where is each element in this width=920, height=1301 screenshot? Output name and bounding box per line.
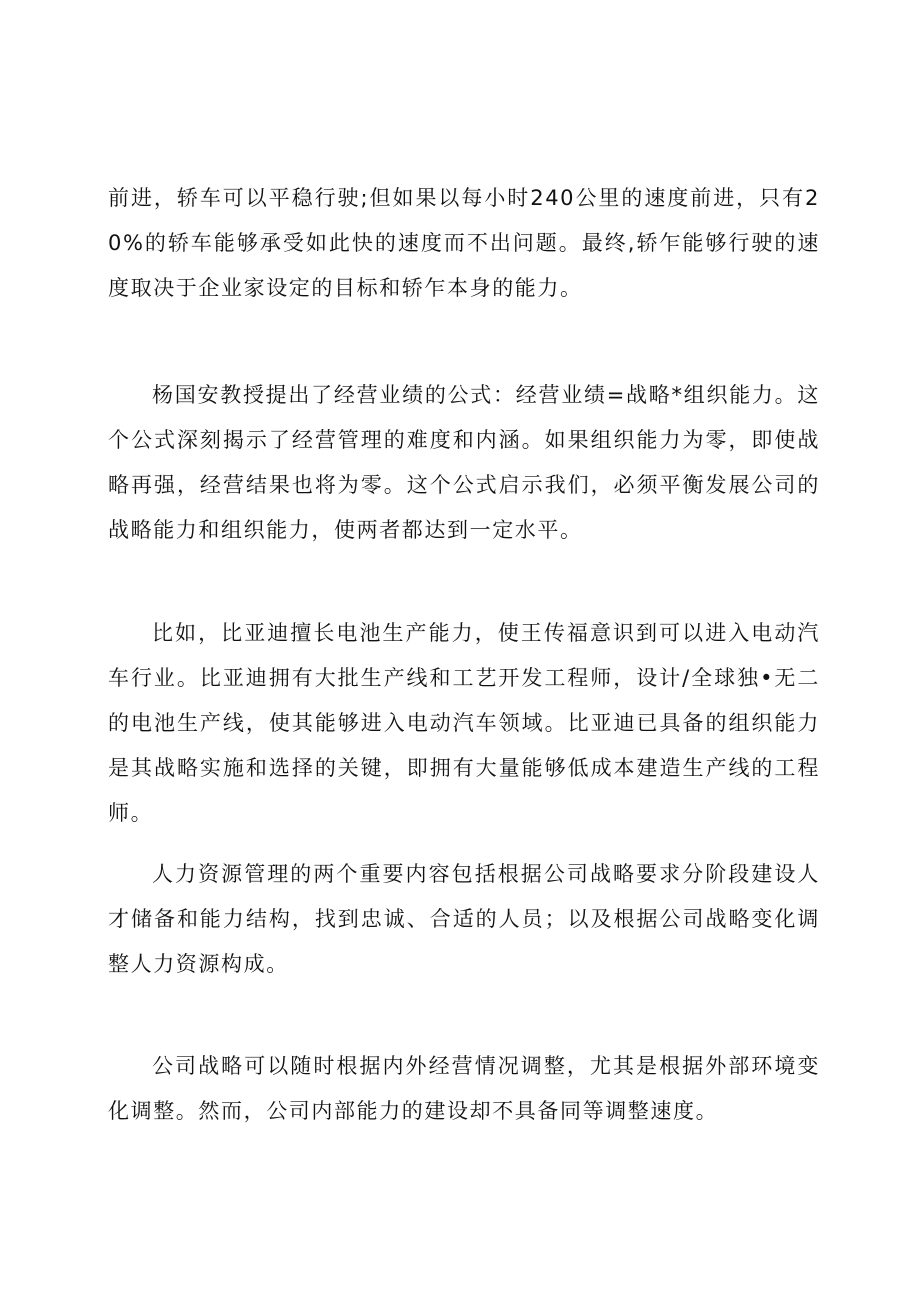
paragraph-1: 前进，轿车可以平稳行驶;但如果以每小时240公里的速度前进，只有20%的轿车能够承受如此快的速度而不出问题。最终,轿乍能够行驶的速度取决于企业家设定的目标和轿乍本身的能力。 — [108, 186, 820, 300]
paragraph-3: 比如，比亚迪擅长电池生产能力，使王传福意识到可以进入电动汽车行业。比亚迪拥有大批生产线和工艺开发工程师，设计/全球独•无二的电池生产线，使其能够进入电动汽车领域。比亚迪已具备的组织能力是其战略实施和选择的关键，即拥有大量能够低成本建造生产线的工程师。 — [108, 621, 820, 825]
paragraph-4: 人力资源管理的两个重要内容包括根据公司战略要求分阶段建设人才储备和能力结构，找到忠诚、合适的人员；以及根据公司战略变化调整人力资源构成。 — [108, 862, 820, 976]
paragraph-2: 杨国安教授提出了经营业绩的公式：经营业绩=战略*组织能力。这个公式深刻揭示了经营管理的难度和内涵。如果组织能力为零，即使战略再强，经营结果也将为零。这个公式启示我们，必须平衡发展公司的战略能力和组织能力，使两者都达到一定水平。 — [108, 383, 820, 542]
paragraph-5: 公司战略可以随时根据内外经营情况调整，尤其是根据外部环境变化调整。然而，公司内部能力的建设却不具备同等调整速度。 — [108, 1054, 820, 1123]
